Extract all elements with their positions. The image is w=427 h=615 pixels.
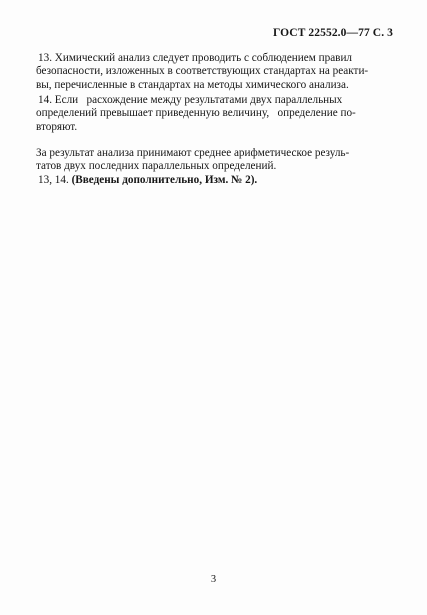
amendment-note — [38, 174, 398, 187]
paragraph-line: вы, перечисленные в стандартах на методы химического анализа. — [36, 78, 349, 91]
paragraph-line: вторяют. — [36, 120, 78, 133]
amendment-line — [38, 174, 398, 187]
page-number: 3 — [210, 574, 217, 585]
paragraph-line: За результат анализа принимают среднее арифметическое резуль- — [36, 147, 350, 159]
paragraph-line: татов двух последних параллельных определений. — [36, 160, 277, 173]
paragraph-line: определений превышает приведенную величину, определение по- — [36, 107, 356, 120]
amendment-text: (Введены дополнительно, Изм. № 2). — [71, 174, 258, 186]
page-header: ГОСТ 22552.0—77 С. 3 — [272, 27, 393, 39]
paragraph-13 — [36, 52, 396, 92]
paragraph-result — [36, 147, 396, 174]
paragraph-14 — [36, 94, 396, 134]
paragraph-line: 14. Если расхождение между результатами двух параллельных — [38, 94, 343, 106]
paragraph-line: безопасности, изложенных в соответствующих стандартах на реакти- — [36, 65, 369, 78]
paragraph-line: 13. Химический анализ следует проводить с соблюдением правил — [38, 52, 353, 64]
amendment-numbers: 13, 14. — [38, 174, 69, 186]
